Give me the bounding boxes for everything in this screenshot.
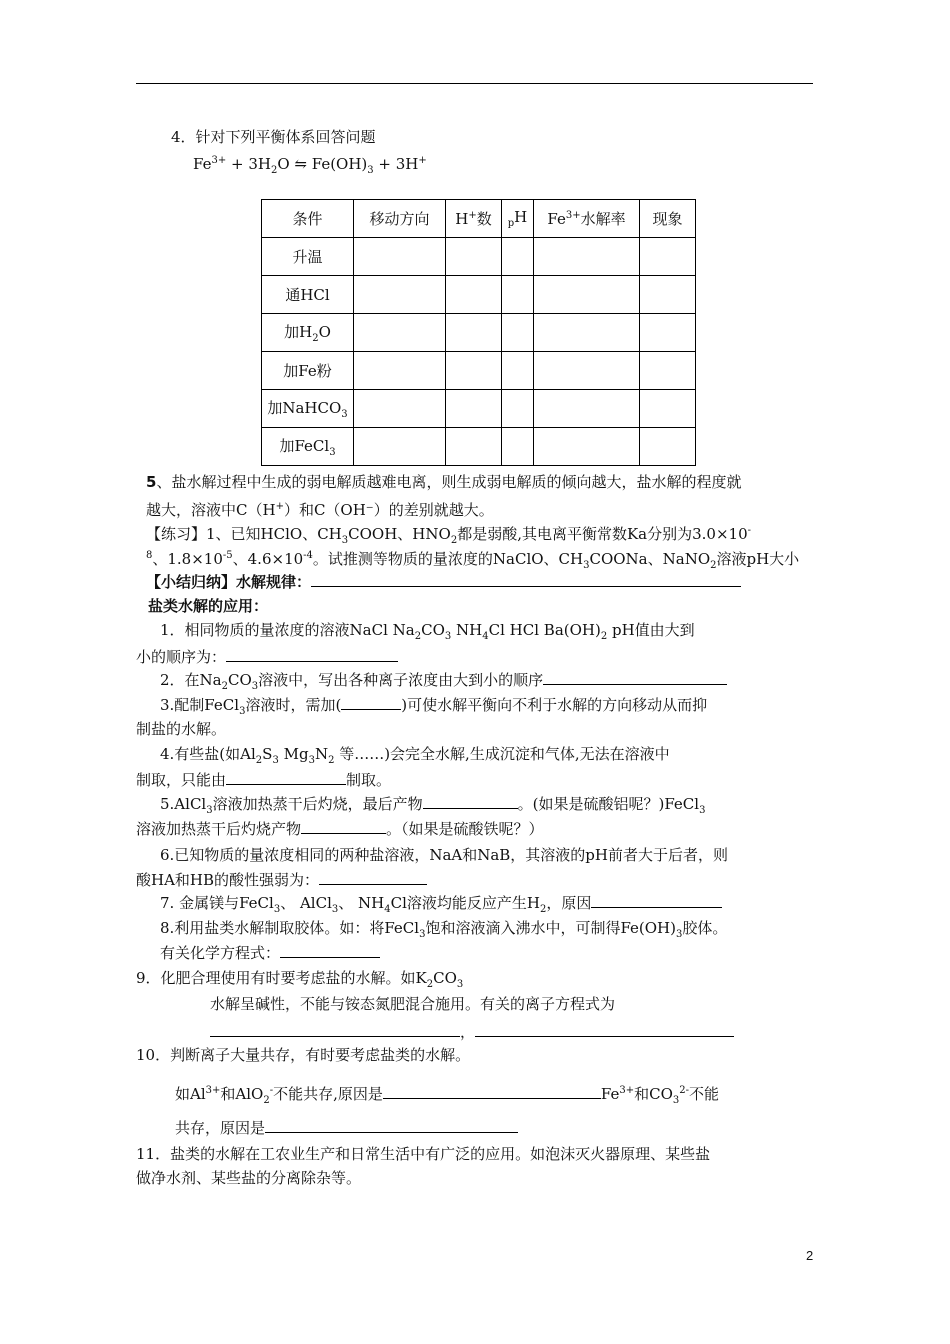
subscript: p xyxy=(507,218,515,229)
answer-cell xyxy=(446,352,502,390)
answer-blank xyxy=(265,1118,518,1133)
subscript: 3 xyxy=(239,706,246,717)
text-line-a11 xyxy=(136,1144,710,1164)
superscript: + xyxy=(275,501,284,512)
subscript: 2 xyxy=(221,681,228,692)
text-run: 【小结归纳】水解规律： xyxy=(146,573,312,591)
text-run: 6.已知物质的量浓度相同的两种盐溶液，NaA和NaB，其溶液的pH前者大于后者，则 xyxy=(160,846,728,864)
text-run: COOH、HNO xyxy=(348,525,451,543)
answer-cell xyxy=(640,390,696,428)
text-run: 胶体。 xyxy=(682,919,728,937)
answer-cell xyxy=(446,390,502,428)
answer-cell xyxy=(640,276,696,314)
answer-blank xyxy=(341,695,401,710)
text-run: 溶液加热蒸干后灼烧产物 xyxy=(136,820,302,838)
text-run: CO xyxy=(421,621,445,639)
text-run: 都是弱酸,其电离平衡常数Ka分别为3.0×10 xyxy=(457,525,748,543)
text-line-a3 xyxy=(160,695,707,722)
text-run: 移动方向 xyxy=(369,210,430,228)
text-run: 水解率 xyxy=(580,210,626,228)
text-run: 加FeCl xyxy=(279,437,330,455)
subscript: 2 xyxy=(539,904,547,915)
text-run: 溶液加热蒸干后灼烧，最后产物 xyxy=(212,795,423,813)
answer-cell xyxy=(354,314,446,352)
text-line-a6 xyxy=(160,845,728,865)
text-run: CO xyxy=(433,969,457,987)
answer-cell xyxy=(354,390,446,428)
text-run: 9．化肥合理使用有时要考虑盐的水解。如K xyxy=(136,969,427,987)
text-run: ）和C（OH⁻）的差别就越大。 xyxy=(283,501,494,519)
subscript: 2 xyxy=(312,333,319,344)
text-run: Fe xyxy=(600,1085,620,1103)
table-row xyxy=(262,390,696,428)
text-run: 、4.6×10 xyxy=(232,550,304,568)
table-row xyxy=(262,428,696,466)
text-run: 3.配制FeCl xyxy=(160,696,240,714)
answer-blank xyxy=(210,1022,460,1037)
answer-cell xyxy=(534,390,640,428)
subscript: 2 xyxy=(255,755,263,766)
text-line-a8 xyxy=(160,918,727,945)
condition-cell xyxy=(262,238,354,276)
text-run: 不能共存,原因是 xyxy=(273,1085,383,1103)
text-line-a10c xyxy=(175,1118,518,1138)
text-run: 越大，溶液中C（H xyxy=(146,501,276,519)
question-4-title: 4．针对下列平衡体系回答问题 xyxy=(171,128,376,146)
subscript: 3 xyxy=(341,535,349,546)
table-header-cell xyxy=(534,200,640,238)
text-run: 加Fe粉 xyxy=(283,362,332,380)
answer-cell xyxy=(354,352,446,390)
answer-cell xyxy=(640,238,696,276)
text-line-a1 xyxy=(160,620,695,647)
text-run: pH值由大到 xyxy=(607,621,695,639)
text-run: N xyxy=(314,745,329,763)
text-run: 【练习】1、已知HClO、CH xyxy=(146,525,342,543)
subscript: 3 xyxy=(273,904,281,915)
superscript: 3+ xyxy=(211,155,227,166)
condition-cell xyxy=(262,276,354,314)
subscript: 2 xyxy=(710,560,717,571)
subscript: 3 xyxy=(251,681,259,692)
text-run: 有关化学方程式： xyxy=(160,944,281,962)
text-line-a9 xyxy=(136,968,463,995)
text-line-a7 xyxy=(160,893,722,920)
text-run: 不能 xyxy=(689,1085,720,1103)
subscript: 2 xyxy=(450,535,458,546)
subscript: 2 xyxy=(600,631,608,642)
subscript: 2 xyxy=(328,755,335,766)
text-line-a5 xyxy=(160,794,705,821)
answer-blank xyxy=(280,943,380,958)
text-run: 溶液pH大小 xyxy=(716,550,800,568)
table-header-cell xyxy=(502,200,534,238)
subscript: 3 xyxy=(367,165,374,176)
text-run: 饱和溶液滴入沸水中，可制得Fe(OH) xyxy=(425,919,676,937)
text-run: 。(如果是硫酸铝呢？)FeCl xyxy=(517,795,700,813)
table-header-cell xyxy=(640,200,696,238)
text-run: O ⇋ Fe(OH) xyxy=(277,155,368,173)
text-run: ， xyxy=(460,1023,476,1041)
text-line-a8b xyxy=(160,943,380,963)
answer-cell xyxy=(502,390,534,428)
subscript: 3 xyxy=(206,805,213,816)
subscript: 3 xyxy=(419,929,426,940)
text-run: 加H xyxy=(284,323,313,341)
text-run: O xyxy=(318,323,331,341)
subscript: 2 xyxy=(414,631,422,642)
text-line-a1b xyxy=(136,647,398,667)
text-line-a6b xyxy=(136,870,427,890)
text-run: 升温 xyxy=(292,248,323,266)
answer-cell xyxy=(502,352,534,390)
answer-blank xyxy=(319,870,427,885)
text-run: 制取，只能由 xyxy=(136,771,227,789)
answer-blank xyxy=(475,1022,734,1037)
text-run: 做净水剂、某些盐的分离除杂等。 xyxy=(136,1169,362,1187)
subscript: 3 xyxy=(329,447,336,458)
answer-blank xyxy=(226,770,346,785)
subscript: 3 xyxy=(583,560,590,571)
answer-cell xyxy=(534,238,640,276)
answer-cell xyxy=(640,428,696,466)
text-line-l5b xyxy=(146,497,494,520)
text-run: 10．判断离子大量共存，有时要考虑盐类的水解。 xyxy=(136,1046,471,1064)
answer-cell xyxy=(446,314,502,352)
text-run: 5 xyxy=(146,473,157,491)
text-run: Fe xyxy=(547,210,566,228)
text-run: 。试推测等物质的量浓度的NaClO、CH xyxy=(312,550,584,568)
answer-blank xyxy=(311,572,741,587)
text-line-a2 xyxy=(160,670,727,697)
text-run: 制盐的水解。 xyxy=(136,720,227,738)
text-run: NH xyxy=(451,621,483,639)
text-run: + 3H xyxy=(373,155,419,173)
answer-blank xyxy=(543,670,727,685)
subscript: 3 xyxy=(699,805,706,816)
table-row xyxy=(262,238,696,276)
answer-cell xyxy=(502,428,534,466)
text-run: 8.利用盐类水解制取胶体。如：将FeCl xyxy=(160,919,420,937)
answer-cell xyxy=(502,238,534,276)
answer-cell xyxy=(354,428,446,466)
text-run: 、 AlCl xyxy=(280,894,332,912)
superscript: -4 xyxy=(303,550,313,561)
text-run: 如Al xyxy=(175,1085,206,1103)
text-line-a4b xyxy=(136,770,391,790)
text-line-a10b xyxy=(175,1081,719,1111)
answer-cell xyxy=(354,276,446,314)
subscript: 3 xyxy=(456,979,464,990)
text-run: Fe xyxy=(193,155,212,173)
answer-blank xyxy=(423,794,518,809)
text-run: 。（如果是硫酸铁呢？） xyxy=(386,820,544,838)
text-run: Mg xyxy=(278,745,309,763)
text-run: 共存，原因是 xyxy=(175,1119,266,1137)
text-run: 和CO xyxy=(634,1085,673,1103)
subscript: 2 xyxy=(270,165,278,176)
subscript: 3 xyxy=(676,929,683,940)
text-line-lapp xyxy=(148,596,268,616)
table-header-cell xyxy=(354,200,446,238)
text-run: 通HCl xyxy=(285,286,330,304)
subscript: 3 xyxy=(341,409,348,420)
answer-blank xyxy=(383,1084,601,1099)
text-run: 和AlO xyxy=(220,1085,264,1103)
text-run: 溶液时，需加( xyxy=(245,696,342,714)
superscript: 8 xyxy=(146,550,153,561)
answer-cell xyxy=(354,238,446,276)
equilibrium-equation xyxy=(193,151,427,181)
text-run: 1．相同物质的量浓度的溶液NaCl Na xyxy=(160,621,415,639)
text-line-a4 xyxy=(160,744,670,771)
superscript: + xyxy=(468,210,477,221)
superscript: 3+ xyxy=(619,1085,635,1096)
superscript: - xyxy=(269,1085,274,1096)
answer-cell xyxy=(534,314,640,352)
subscript: 2 xyxy=(426,979,434,990)
answer-cell xyxy=(640,352,696,390)
text-run: 现象 xyxy=(652,210,683,228)
text-run: 溶液中，写出各种离子浓度由大到小的顺序 xyxy=(258,671,544,689)
text-run: 7. 金属镁与FeCl xyxy=(160,894,274,912)
page-number: 2 xyxy=(806,1248,814,1263)
subscript: 3 xyxy=(672,1095,680,1106)
subscript: 3 xyxy=(331,904,339,915)
superscript: -5 xyxy=(222,550,233,561)
subscript: 2 xyxy=(263,1095,270,1106)
table-header-cell xyxy=(446,200,502,238)
answer-blank xyxy=(226,647,398,662)
text-line-l5a xyxy=(146,472,741,492)
text-run: 制取。 xyxy=(346,771,392,789)
text-line-a9b xyxy=(210,994,615,1014)
subscript: 3 xyxy=(444,631,452,642)
table-row xyxy=(262,314,696,352)
condition-cell xyxy=(262,314,354,352)
answer-blank xyxy=(591,893,722,908)
superscript: 3+ xyxy=(205,1085,221,1096)
answer-cell xyxy=(446,276,502,314)
answer-cell xyxy=(534,276,640,314)
header-rule xyxy=(136,83,813,84)
answer-cell xyxy=(640,314,696,352)
text-run: 4.有些盐(如Al xyxy=(160,745,256,763)
answer-blank xyxy=(301,819,386,834)
superscript: 2- xyxy=(679,1085,689,1096)
answer-cell xyxy=(534,352,640,390)
text-run: 数 xyxy=(476,210,492,228)
answer-cell xyxy=(534,428,640,466)
subscript: 3 xyxy=(308,755,315,766)
answer-cell xyxy=(446,428,502,466)
text-run: 、 NH xyxy=(338,894,385,912)
text-run: 、1.8×10 xyxy=(152,550,223,568)
equilibrium-table xyxy=(261,199,696,466)
table-row xyxy=(262,352,696,390)
text-run: 2．在Na xyxy=(160,671,222,689)
text-run: 11．盐类的水解在工农业生产和日常生活中有广泛的应用。如泡沫灭火器原理、某些盐 xyxy=(136,1145,711,1163)
text-run: )可使水解平衡向不利于水解的方向移动从而抑 xyxy=(401,696,708,714)
table-header-cell xyxy=(262,200,354,238)
text-run: H xyxy=(514,208,528,226)
text-run: H xyxy=(455,210,469,228)
text-run: 、盐水解过程中生成的弱电解质越难电离，则生成弱电解质的倾向越大，盐水解的程度就 xyxy=(156,473,742,491)
condition-cell xyxy=(262,352,354,390)
text-run: CO xyxy=(228,671,252,689)
text-run: 5.AlCl xyxy=(160,795,207,813)
text-run: 等……)会完全水解,生成沉淀和气体,无法在溶液中 xyxy=(334,745,670,763)
text-run: 水解呈碱性，不能与铵态氮肥混合施用。有关的离子方程式为 xyxy=(210,995,616,1013)
text-run: 条件 xyxy=(292,210,323,228)
text-run: COONa、NaNO xyxy=(589,550,711,568)
answer-cell xyxy=(502,276,534,314)
subscript: 4 xyxy=(384,904,391,915)
superscript: - xyxy=(747,525,752,536)
text-run: 小的顺序为： xyxy=(136,648,227,666)
text-line-a9c xyxy=(210,1022,734,1042)
text-line-a10 xyxy=(136,1045,470,1065)
text-line-a3b xyxy=(136,719,226,739)
condition-cell xyxy=(262,390,354,428)
answer-cell xyxy=(446,238,502,276)
condition-cell xyxy=(262,428,354,466)
text-run: 加NaHCO xyxy=(267,399,342,417)
text-run: ，原因 xyxy=(546,894,592,912)
table-row xyxy=(262,276,696,314)
text-run: 盐类水解的应用： xyxy=(148,597,269,615)
subscript: 3 xyxy=(272,755,279,766)
text-line-a11b xyxy=(136,1168,361,1188)
superscript: 3+ xyxy=(565,210,581,221)
answer-cell xyxy=(502,314,534,352)
text-run: S xyxy=(262,745,273,763)
text-run: + 3H xyxy=(226,155,271,173)
text-run: Cl HCl Ba(OH) xyxy=(488,621,601,639)
subscript: 4 xyxy=(482,631,489,642)
text-run: Cl溶液均能反应产生H xyxy=(390,894,540,912)
text-line-a5b xyxy=(136,819,544,839)
superscript: + xyxy=(418,155,427,166)
text-run: 酸HA和HB的酸性强弱为： xyxy=(136,871,320,889)
text-line-lsum xyxy=(146,572,741,592)
